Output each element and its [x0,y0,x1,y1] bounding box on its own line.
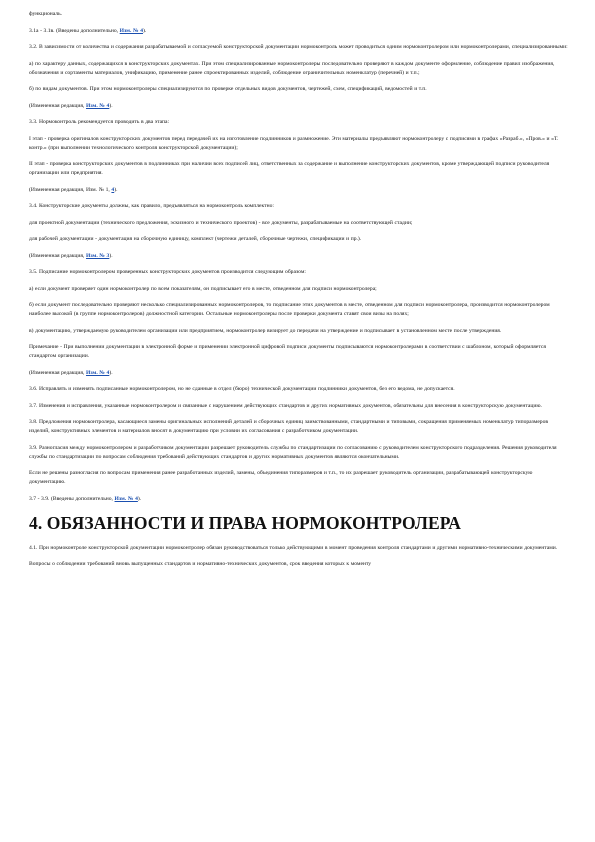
paragraph [29,402,569,411]
paragraph-text: I этап - проверка оригиналов конструкторских документов перед передачей их на изготовление подлинников и размножение. Эти материалы предъявляют нормоконтролеру с подписями в графах «Разраб.», «Пров.» и «Т. контр.» (при выполнении технологического контроля конструкторской документации); [29,135,559,151]
amendment-link[interactable]: Изм. № 3 [85,252,110,259]
paragraph-text: 4.1. При нормоконтроле конструкторской документации нормоконтролер обязан руководствоваться только действующими в момент проведения контроля стандартами и другими нормативно-техническими документами. [29,544,558,551]
paragraph-text: а) если документ проверяет один нормоконтролер по всем показателям, он подписывает его в месте, отведенном для подписи нормоконтролера; [29,285,377,292]
paragraph [29,385,569,394]
amendment-link[interactable]: Изм. № 4 [119,27,143,34]
paragraph-text: 3.7 - 3.9. (Введены дополнительно, [29,495,115,502]
document-page [29,10,569,577]
paragraph-text: II этап - проверка конструкторских документов в подлинниках при наличии всех подписей лиц, ответственных за содержание и выполнение конструкторских документов, кроме утверждающей подписи руководителя организации или предприятия. [29,161,550,176]
paragraph-text: (Измененная редакция, [29,369,86,376]
paragraph [29,469,569,487]
paragraph [29,444,569,462]
paragraph [29,343,569,361]
amendment-link[interactable]: Изм. № 4 [114,495,138,502]
section-4-body [29,544,569,570]
paragraph-text: ). [114,186,118,193]
paragraph-text: (Измененная редакция, [29,252,86,259]
paragraph-text: ). [137,495,142,502]
paragraph-text: Вопросы о соблюдении требований вновь выпущенных стандартов и нормативно-технических документов, срок введения которых к моменту [29,561,372,567]
paragraph-text: 3.1а - 3.1в. (Введены дополнительно, [29,27,120,34]
paragraph [29,560,569,569]
paragraph-text: а) по характеру данных, содержащихся в конструкторских документах. При этом специализированные нормоконтролеры последовательно проверяют в каждом документе оформление, соблюдение правил изображения, обозначения и сортаменты материалов, унификацию, применение ранее спроектированных изделий, соблюдение ограничительных номенклатур (перечней) и т.п.; [29,60,555,76]
paragraph [29,235,569,244]
paragraph [29,285,569,294]
paragraph-text: 3.3. Нормоконтроль рекомендуется проводить в два этапа: [29,119,170,125]
paragraph [29,544,569,553]
paragraph-text: 3.2. В зависимости от количества и содержания разрабатываемой и согласуемой конструкторской документации нормоконтроль может проводиться одним нормоконтролером или нормоконтролерами, специализированными: [29,44,568,50]
paragraph-text: б) если документ последовательно проверяют несколько специализированных нормоконтролеров, то подписание этих документов в месте, отведенном для подписи нормоконтролера, производится нормоконтролером наиболее высокой (в группе нормоконтролеров) должностной категории. Остальные нормоконтролеры после проверки документа ставят свои визы на полях; [29,302,550,317]
paragraph [29,135,569,153]
paragraph-text: ). [109,252,113,259]
paragraph-text: 3.4. Конструкторские документы должны, как правило, предъявляться на нормоконтроль комплектно: [29,203,274,209]
paragraph-text: ). [109,369,113,376]
amendment-link[interactable]: Изм. № 4 [85,369,110,376]
paragraph-text: 3.7. Изменения и исправления, указанные нормоконтролером и связанные с нарушением действующих стандартов и других нормативных документов, обязательны для внесения в конструкторскую документацию. [29,402,542,409]
paragraph-text: (Измененная редакция, [29,102,86,109]
paragraph-text: для рабочей документации - документация на сборочную единицу, комплект (чертежи деталей, сборочные чертежи, спецификации и пр.). [29,236,362,242]
paragraph [29,369,569,378]
paragraph-text: ). [109,102,113,109]
paragraph [29,85,569,94]
paragraph-text: ). [143,27,147,34]
paragraph [29,186,569,195]
paragraph-text: 3.8. Предложения нормоконтролера, касающиеся замены оригинальных исполнений деталей и сборочных единиц заимствованными, стандартными и типовыми, сокращения применяемых номенклатур типоразмеров изделий, конструктивных элементов и материалов вносят в документацию при условии их согласования с разработчиком документации. [29,419,549,434]
paragraph [29,301,569,319]
section-heading: 4. ОБЯЗАННОСТИ И ПРАВА НОРМОКОНТРОЛЕРА [29,512,462,533]
paragraph [29,102,569,111]
paragraph [29,219,569,228]
paragraph [29,252,569,261]
amendment-link[interactable]: Изм. № 4 [85,102,110,109]
paragraph-text: функциональ. [29,11,63,17]
paragraph [29,202,569,211]
paragraph-text: б) по видам документов. При этом нормоконтролеры специализируются по проверке отдельных видов документов, чертежей, схем, спецификаций, ведомостей и т.п. [29,86,427,92]
paragraph-text: 3.9. Разногласия между нормоконтролером и разработчиком документации разрешает руководитель службы по стандартизации по согласованию с руководителем конструкторского подразделения. Решения руководителя службы по стандартизации по вопросам соблюдения требований действующих стандартов и других нормативных документов являются окончательными. [29,444,557,460]
paragraph-text: 3.5. Подписание нормоконтролером проверенных конструкторских документов производится следующим образом: [29,269,306,275]
section-3-body [29,10,569,504]
paragraph-text: для проектной документации (технического предложения, эскизного и технического проектов) - все документы, разрабатываемые на соответствующей стадии; [29,219,413,226]
paragraph-text: 3.6. Исправлять и изменять подписанные нормоконтролером, но не сданные в отдел (бюро) технической документации подлинники документов, без его ведома, не допускается. [29,386,455,392]
paragraph [29,160,569,178]
paragraph-text: (Измененная редакция, Изм. № 1, [29,186,112,193]
paragraph [29,10,569,19]
paragraph [29,118,569,127]
paragraph [29,418,569,436]
paragraph [29,43,569,52]
paragraph [29,268,569,277]
paragraph [29,60,569,78]
amendment-link[interactable]: 4 [111,186,115,193]
paragraph-text: Примечание - При выполнении документации в электронной форме и применении электронной цифровой подписи документы подписываются нормоконтролерами в соответствии с шаблоном, который оформляется стандартом организации. [29,344,546,359]
paragraph [29,495,569,504]
paragraph [29,327,569,336]
paragraph-text: Если не решены разногласия по вопросам применения ранее разработанных изделий, замены, объединения типоразмеров и т.п., то их разрешает руководитель организации, разрабатывающей конструкторскую документацию. [29,470,533,485]
paragraph-text: в) документацию, утверждаемую руководителем организации или предприятием, нормоконтролер визирует до передачи на утверждение и подписывает в установленном месте после утверждения. [29,327,502,334]
paragraph [29,27,569,36]
